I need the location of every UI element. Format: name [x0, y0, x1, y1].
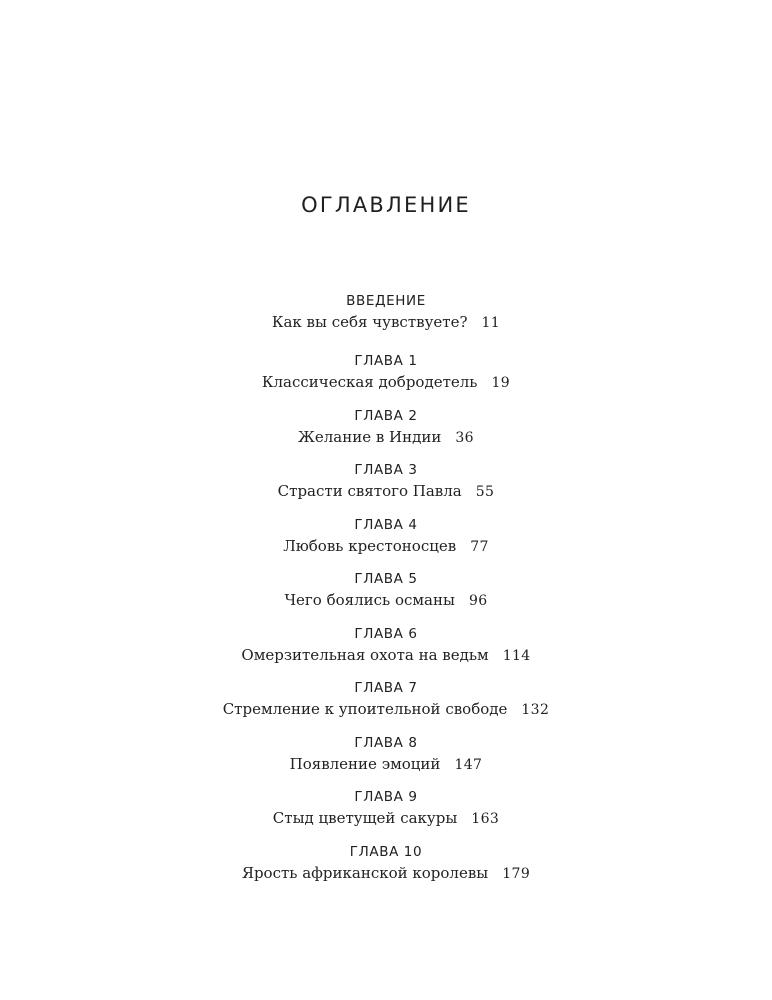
toc-entry-chapter-1 — [0, 352, 772, 407]
toc-entry-label: ГЛАВА 4 — [354, 516, 418, 533]
toc-entry-page-number: 179 — [502, 865, 531, 882]
toc-entry-label: ГЛАВА 7 — [354, 680, 418, 696]
toc-entry-link[interactable] — [0, 371, 772, 394]
toc-entry-page-number: 132 — [521, 702, 550, 718]
toc-entry-chapter-10 — [0, 843, 772, 898]
toc-entry-page-number: 36 — [455, 429, 474, 446]
toc-entry-page-number: 96 — [468, 593, 488, 609]
toc-entry-label: ГЛАВА 5 — [354, 571, 418, 587]
toc-entry-link[interactable] — [0, 535, 772, 558]
toc-entry-label: ГЛАВА 2 — [354, 407, 418, 424]
toc-entry-label: ГЛАВА 1 — [354, 353, 418, 369]
toc-entry-link[interactable] — [0, 426, 772, 449]
toc-entry-chapter-5 — [0, 570, 772, 625]
toc-entry-page-number: 55 — [475, 484, 495, 500]
toc-entry-title: Ярость африканской королевы — [241, 863, 489, 882]
toc-entry-page-number: 114 — [502, 647, 531, 664]
toc-entry-title: Желание в Индии — [298, 427, 442, 446]
toc-entry-title: Любовь крестоносцев — [283, 536, 457, 555]
toc-entry-chapter-7 — [0, 679, 772, 734]
toc-entry-title: Омерзительная охота на ведьм — [241, 645, 489, 664]
toc-entry-link[interactable] — [0, 589, 772, 612]
toc-entry-page-number: 11 — [481, 315, 501, 331]
toc-entry-chapter-2 — [0, 407, 772, 462]
toc-entry-title: Стремление к упоительной свободе — [222, 700, 508, 718]
toc-entry-link[interactable] — [0, 480, 772, 503]
toc-entry-title: Стыд цветущей сакуры — [272, 809, 458, 827]
toc-entry-page-number: 19 — [491, 375, 511, 391]
toc-entry-label: ГЛАВА 8 — [354, 734, 418, 751]
toc-entry-title: Чего боялись османы — [284, 591, 455, 609]
toc-entry-label: ВВЕДЕНИЕ — [346, 293, 426, 309]
table-of-contents — [0, 292, 772, 897]
toc-entry-chapter-4 — [0, 516, 772, 571]
toc-entry-title: Как вы себя чувствуете? — [271, 313, 468, 331]
toc-entry-chapter-9 — [0, 788, 772, 843]
toc-entry-introduction — [0, 292, 772, 352]
toc-entry-link[interactable] — [0, 644, 772, 667]
toc-entry-chapter-8 — [0, 734, 772, 789]
toc-entry-title: Страсти святого Павла — [277, 482, 462, 500]
toc-entry-link[interactable] — [0, 698, 772, 721]
toc-entry-label: ГЛАВА 6 — [354, 625, 418, 642]
toc-entry-page-number: 163 — [471, 811, 500, 827]
toc-entry-link[interactable] — [0, 311, 772, 334]
toc-entry-page-number: 147 — [454, 756, 483, 773]
toc-entry-link[interactable] — [0, 753, 772, 776]
toc-entry-page-number: 77 — [470, 538, 489, 555]
toc-entry-title: Классическая добродетель — [261, 373, 478, 391]
toc-entry-chapter-3 — [0, 461, 772, 516]
toc-entry-label: ГЛАВА 3 — [354, 462, 418, 478]
toc-entry-link[interactable] — [0, 807, 772, 830]
page-title: ОГЛАВЛЕНИЕ — [301, 193, 471, 217]
toc-entry-title: Появление эмоций — [289, 754, 441, 773]
toc-entry-link[interactable] — [0, 862, 772, 885]
toc-entry-chapter-6 — [0, 625, 772, 680]
toc-entry-label: ГЛАВА 9 — [354, 789, 418, 805]
toc-entry-label: ГЛАВА 10 — [349, 843, 423, 860]
